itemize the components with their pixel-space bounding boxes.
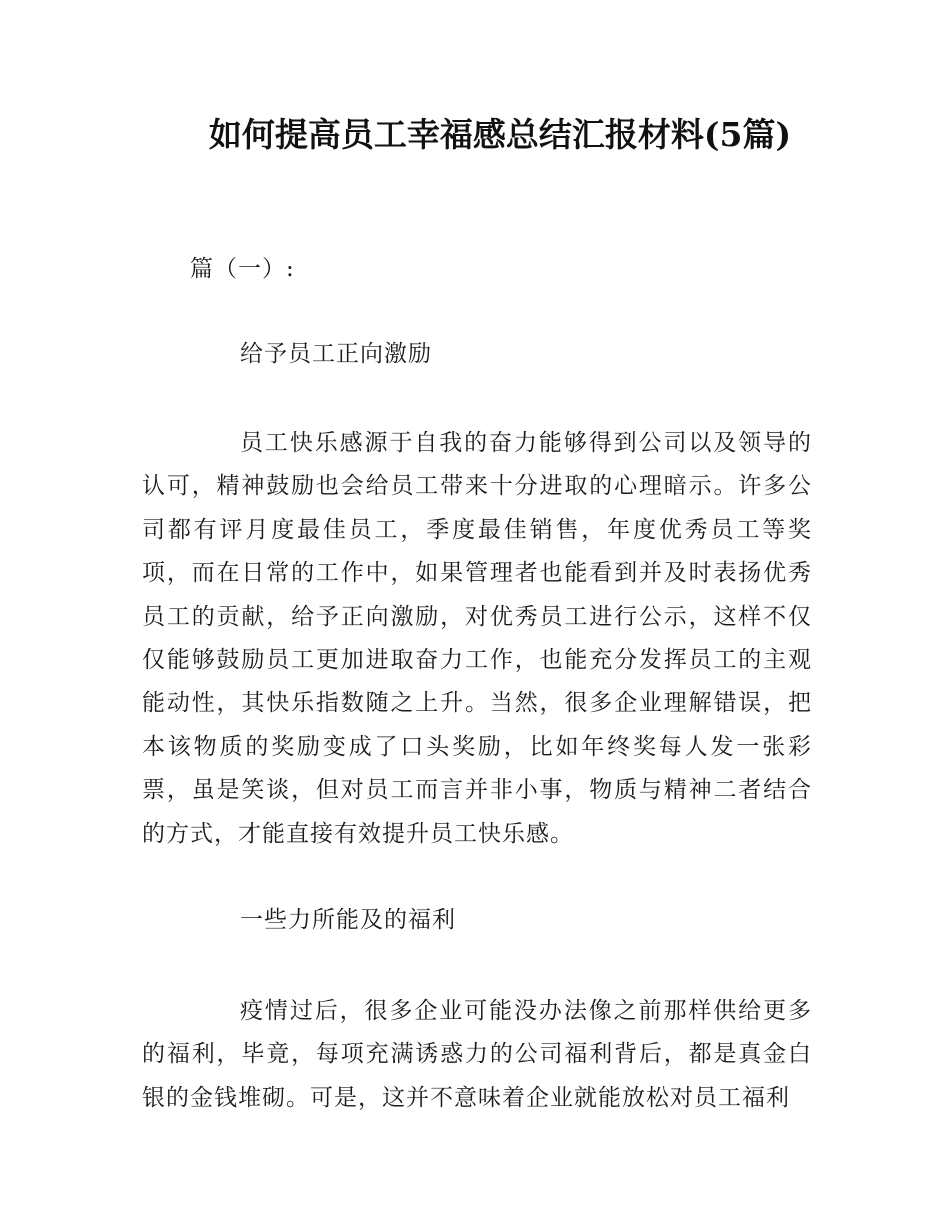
section-heading: 给予员工正向激励: [240, 341, 432, 367]
document-title: 如何提高员工幸福感总结汇报材料(5篇): [208, 115, 792, 154]
part-label: 篇（一）:: [190, 256, 295, 282]
section-paragraph: 疫情过后，很多企业可能没办法像之前那样供给更多的福利，毕竟，每项充满诱惑力的公司福利背后，都是真金白银的金钱堆砌。可是，这并不意味着企业就能放松对员工福利: [142, 998, 812, 1111]
section-heading: 一些力所能及的福利: [240, 907, 456, 933]
section-paragraph: 员工快乐感源于自我的奋力能够得到公司以及领导的认可，精神鼓励也会给员工带来十分进取的心理暗示。许多公司都有评月度最佳员工，季度最佳销售，年度优秀员工等奖项，而在日常的工作中，如果管理者也能看到并及时表扬优秀员工的贡献，给予正向激励，对优秀员工进行公示，这样不仅仅能够鼓励员工更加进取奋力工作，也能充分发挥员工的主观能动性，其快乐指数随之上升。当然，很多企业理解错误，把本该物质的奖励变成了口头奖励，比如年终奖每人发一张彩票，虽是笑谈，但对员工而言并非小事，物质与精神二者结合的方式，才能直接有效提升员工快乐感。: [142, 430, 812, 847]
